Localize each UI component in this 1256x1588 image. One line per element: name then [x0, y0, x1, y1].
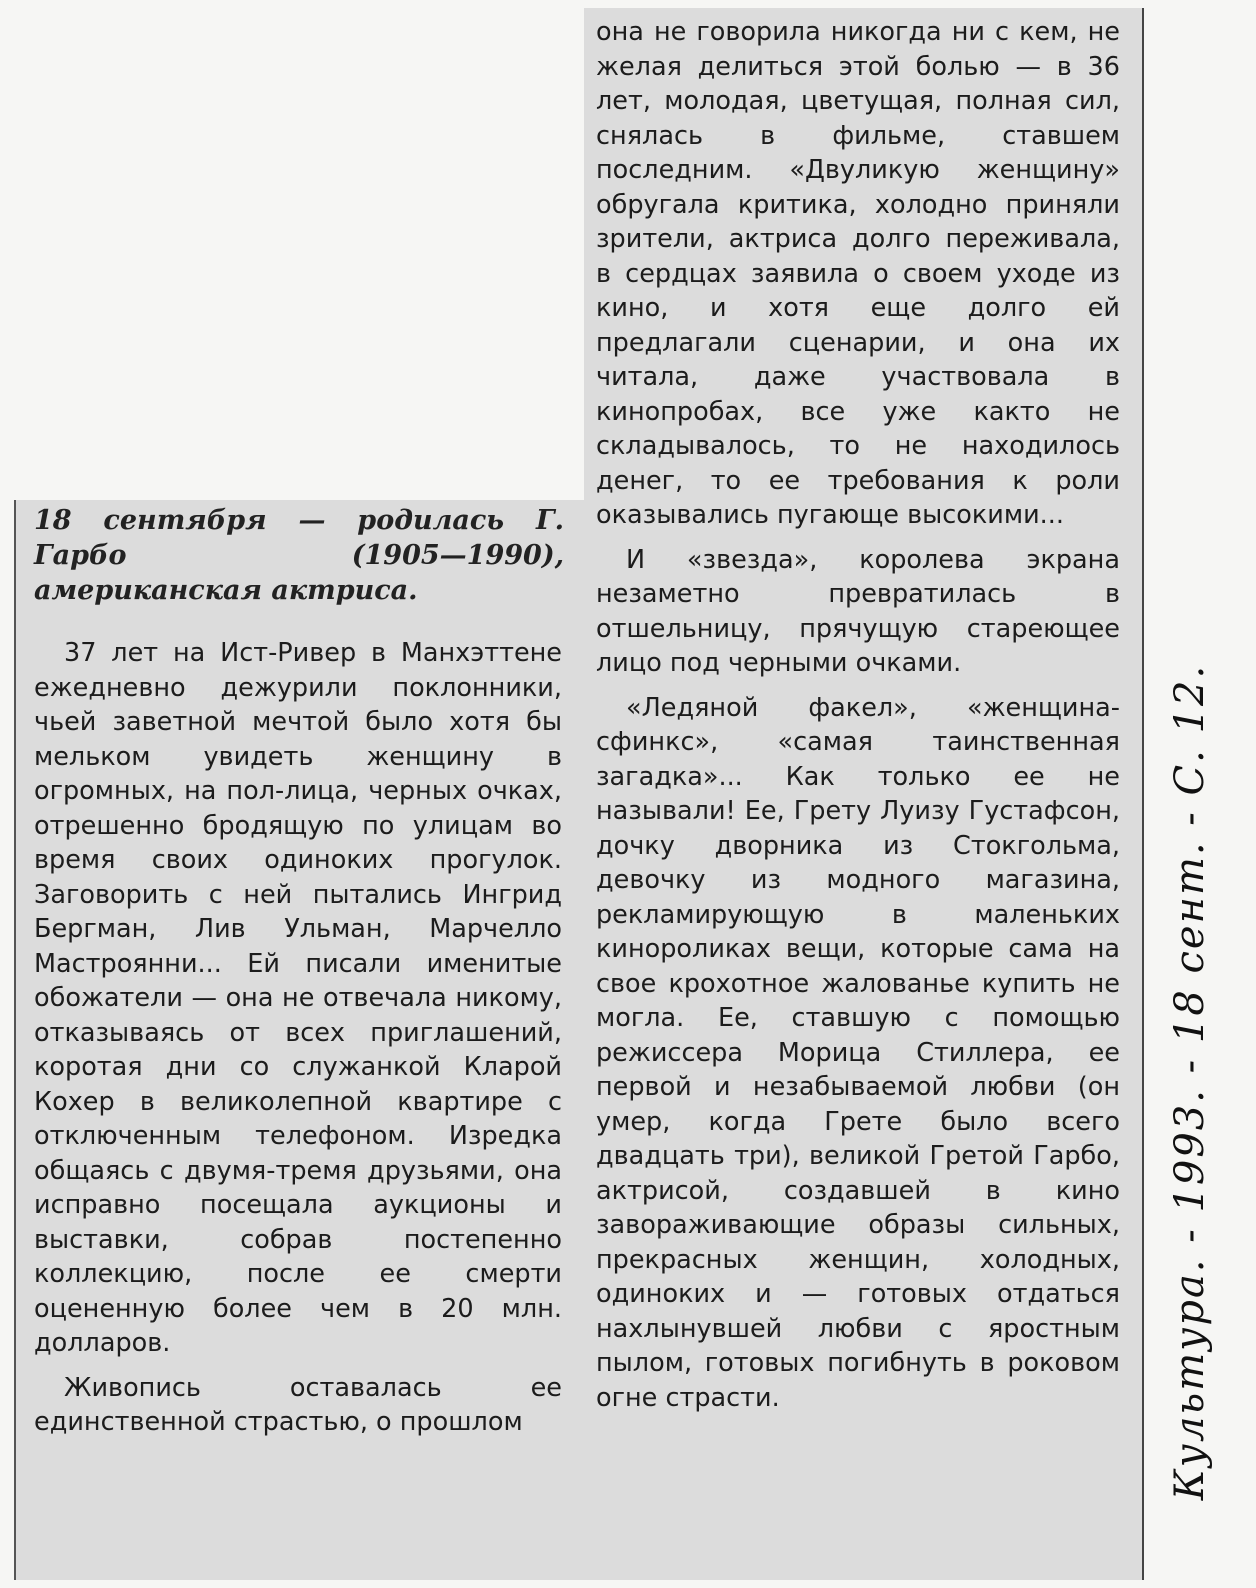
handwritten-source-note: Культура. - 1993. - 18 сент. - С. 12. [1167, 663, 1213, 1501]
article-column-left [34, 636, 562, 1450]
paragraph: «Ледяной факел», «женщина-сфинкс», «самая таинственная загадка»... Как только ее не называли! Ее, Грету Луизу Густафсон, дочку дворника из Стокгольма, девочку из модного магазина, рекламирующую в маленьких кинороликах вещи, которые сама на свое крохотное жалованье купить не могла. Ее, ставшую с помощью режиссера Морица Стиллера, ее первой и незабываемой любви (он умер, когда Грете было всего двадцать три), великой Гретой Гарбо, актрисой, создавшей в кино завораживающие образы сильных, прекрасных женщин, холодных, одиноких и — готовых отдаться нахлынувшей любви с яростным пылом, готовых погибнуть в роковом огне страсти. [596, 692, 1120, 1413]
paragraph: Живопись оставалась ее единственной страстью, о прошлом [34, 1372, 562, 1437]
article-headline: 18 сентября — родилась Г. Гарбо (1905—1990), американская актриса. [34, 505, 564, 606]
paragraph: И «звезда», королева экрана незаметно превратилась в отшельницу, прячущую стареющее лицо под черными очками. [596, 544, 1120, 678]
article-column-right [596, 15, 1120, 1425]
paragraph: 37 лет на Ист-Ривер в Манхэттене ежедневно дежурили поклонники, чьей заветной мечтой было хотя бы мельком увидеть женщину в огромных, на пол-лица, черных очках, отрешенно бродящую по улицам во время своих одиноких прогулок. Заговорить с ней пытались Ингрид Бергман, Лив Ульман, Марчелло Мастроянни... Ей писали именитые обожатели — она не отвечала никому, отказываясь от всех приглашений, коротая дни со служанкой Кларой Кохер в великолепной квартире с отключенным телефоном. Изредка общаясь с двумя-тремя друзьями, она исправно посещала аукционы и выставки, собрав постепенно коллекцию, после ее смерти оцененную более чем в 20 млн. долларов. [34, 638, 562, 1358]
paragraph: она не говорила никогда ни с кем, не желая делиться этой болью — в 36 лет, молодая, цветущая, полная сил, снялась в фильме, ставшем последним. «Двуликую женщину» обругала критика, холодно приняли зрители, актриса долго переживала, в сердцах заявила о своем уходе из кино, и хотя еще долго ей предлагали сценарии, и она их читала, даже участвовала в кинопробах, все уже както не складывалось, то не находилось денег, то ее требования к роли оказывались пугающе высокими... [596, 17, 1120, 530]
